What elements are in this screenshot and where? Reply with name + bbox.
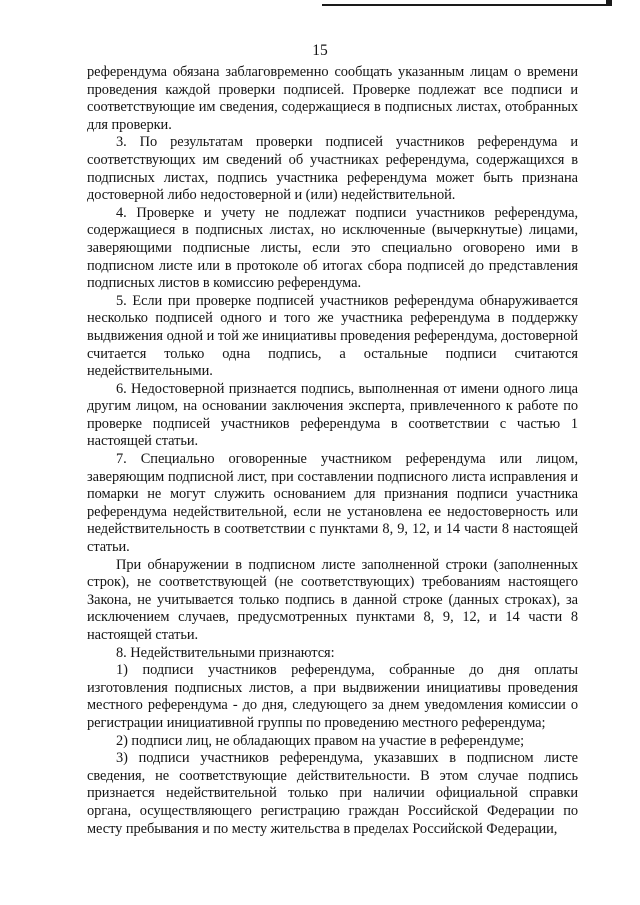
top-rule: [322, 4, 612, 6]
paragraph: 3. По результатам проверки подписей участников референдума и соответствующих им сведений об участниках референдума, содержащихся в подписных листах, подпись участника референдума может быть признана достоверной либо недостоверной и (или) недействительной.: [87, 134, 578, 204]
paragraph: 7. Специально оговоренные участником референдума или лицом, заверяющим подписной лист, при составлении подписного листа исправления и помарки не могут служить основанием для признания подписи участника референдума недействительной, если не установлена ее недостоверность или недействительность в соответствии с пунктами 8, 9, 12, и 14 части 8 настоящей статьи.: [87, 451, 578, 556]
paragraph: референдума обязана заблаговременно сообщать указанным лицам о времени проведения каждой проверки подписей. Проверке подлежат все подписи и соответствующие им сведения, содержащиеся в подписных листах, отобранных для проверки.: [87, 64, 578, 133]
list-item: 3) подписи участников референдума, указавших в подписном листе сведения, не соответствующие действительности. В этом случае подпись признается недействительной только при наличии официальной справки органа, осуществляющего регистрацию граждан Российской Федерации по месту пребывания и по месту жительства в пределах Российской Федерации,: [87, 750, 578, 837]
paragraph: 4. Проверке и учету не подлежат подписи участников референдума, содержащиеся в подписных листах, но исключенные (вычеркнутые) лицами, заверяющими подписные листы, если это специально оговорено ими в подписном листе или в протоколе об итогах сбора подписей до представления подписных листов в комиссию референдума.: [87, 204, 578, 292]
page-number: 15: [312, 42, 328, 59]
top-rule-mark: [606, 0, 612, 6]
paragraph: 6. Недостоверной признается подпись, выполненная от имени одного лица другим лицом, на основании заключения эксперта, привлеченного к работе по проверке подписей участников референдума в соответствии с частью 1 настоящей статьи.: [87, 380, 578, 450]
paragraph: 5. Если при проверке подписей участников референдума обнаруживается несколько подписей одного и того же участника референдума в поддержку выдвижения одной и той же инициативы проведения референдума, достоверной считается только одна подпись, а остальные подписи считаются недействительными.: [87, 292, 578, 380]
paragraph: При обнаружении в подписном листе заполненной строки (заполненных строк), не соответствующей (не соответствующих) требованиям настоящего Закона, не учитывается только подпись в данной строке (данных строках), за исключением случаев, предусмотренных пунктами 8, 9, 12, и 14 части 8 настоящей статьи.: [87, 556, 578, 643]
paragraph: 8. Недействительными признаются:: [116, 644, 335, 661]
document-body: [87, 64, 578, 838]
list-item: 2) подписи лиц, не обладающих правом на участие в референдуме;: [116, 732, 525, 749]
list-item: 1) подписи участников референдума, собранные до дня оплаты изготовления подписных листов, а при выдвижении инициативы проведения местного референдума - до дня, следующего за днем уведомления комиссии о регистрации инициативной группы по проведению местного референдума;: [87, 662, 578, 731]
